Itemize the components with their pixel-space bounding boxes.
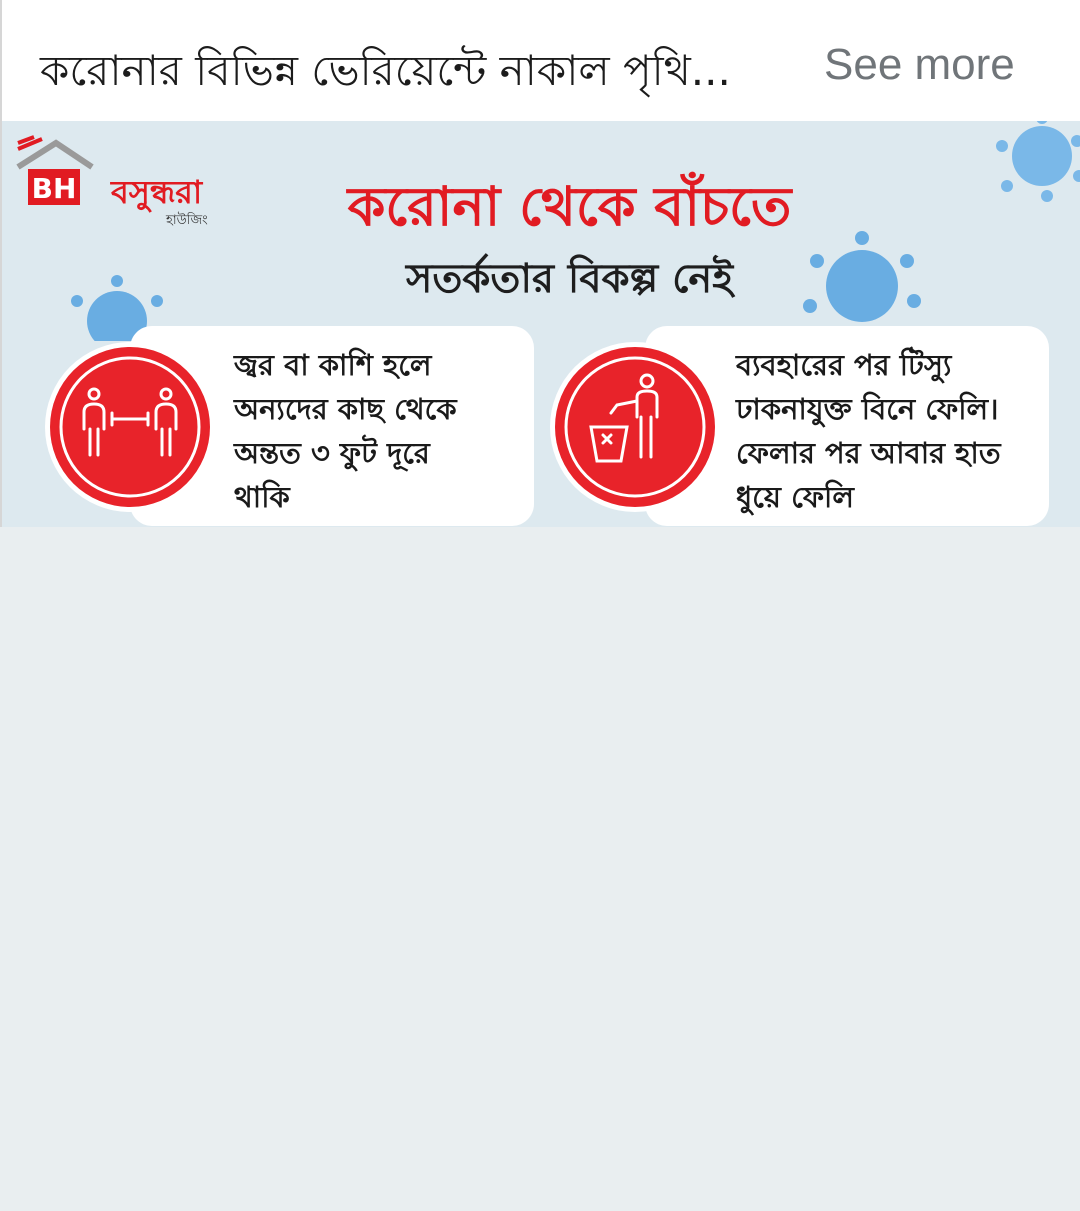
trash-bin-icon — [547, 339, 723, 515]
tip-line: ব্যবহারের পর টিস্যু — [736, 348, 952, 382]
post-image-banner[interactable] — [0, 121, 1080, 527]
logo-subtitle: হাউজিং — [166, 213, 208, 228]
banner-headline: করোনা থেকে বাঁচতে — [347, 175, 792, 238]
tip-text-disposal — [736, 343, 1001, 519]
tip-line: ফেলার পর আবার হাত — [736, 436, 1001, 470]
tip-text-distance — [234, 343, 457, 519]
post-caption: করোনার বিভিন্ন ভেরিয়েন্টে নাকাল পৃথি... — [40, 46, 731, 95]
social-distance-icon — [42, 339, 218, 515]
empty-feed-area — [0, 527, 1080, 1211]
social-distance-badge — [42, 339, 218, 515]
tip-line: জ্বর বা কাশি হলে — [234, 348, 432, 382]
tip-line: থাকি — [234, 480, 290, 514]
trash-bin-badge — [547, 339, 723, 515]
svg-text:BH: BH — [31, 172, 77, 205]
logo-name: বসুন্ধরা — [111, 173, 203, 211]
tip-line: অন্যদের কাছ থেকে — [234, 392, 457, 426]
banner-subheadline: সতর্কতার বিকল্প নেই — [405, 256, 734, 302]
tip-line: ধুয়ে ফেলি — [736, 480, 854, 514]
see-more-link[interactable]: See more — [824, 40, 1015, 89]
tip-line: অন্তত ৩ ফুট দূরে — [234, 436, 430, 470]
post-caption-bar — [0, 0, 1080, 121]
tip-line: ঢাকনাযুক্ত বিনে ফেলি। — [736, 392, 999, 426]
